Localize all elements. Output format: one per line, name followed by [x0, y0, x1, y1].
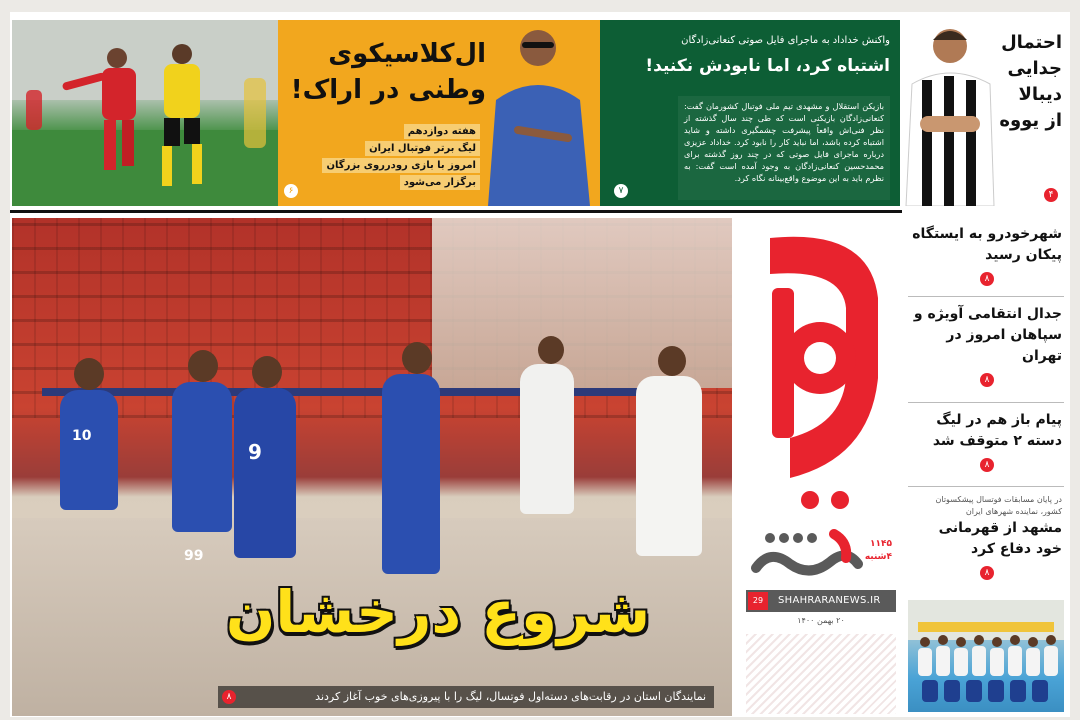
khodadad-page-badge: ۷	[614, 184, 628, 198]
masthead	[736, 218, 898, 716]
khodadad-title: اشتباه کرد، اما نابودش نکنید!	[645, 56, 890, 76]
top-teaser-strip	[10, 20, 1070, 206]
sidebar-page-badge: ۸	[980, 458, 994, 472]
sidebar-item-title: شهرخودرو به ایستگاه پیکان رسید	[912, 226, 1062, 263]
jersey-number: 99	[184, 548, 204, 564]
player-head	[74, 358, 104, 390]
sidebar-team-photo[interactable]	[908, 600, 1064, 712]
el-clasico-title: ال‌کلاسیکوی وطنی در اراک!	[290, 39, 486, 105]
player-head	[252, 356, 282, 388]
khodadad-body: بازیکن استقلال و مشهدی تیم ملی فوتبال کشورمان گفت: کنعانی‌زادگان بازیکنی است که طی چند سال گذشته از نظر فنی‌اش واقعاً پیشرفت چشمگیری داشته و شاید اشتباه کرده باشد، اما نباید کار را نابود کرد. خداداد عزیزی درباره ماجرای فایل صوتی که در چند روز گذشته برای محمدحسین کنعانی‌زادگان به وجود آمده است گفت: به نظرم باید به این موضوع واقع‌بینانه نگاه کرد.	[678, 96, 890, 200]
white-player	[520, 364, 574, 514]
player-head	[402, 342, 432, 374]
main-headline: شروع درخشان	[225, 578, 651, 646]
sidebar-item-title: مشهد از قهرمانی خود دفاع کرد	[938, 520, 1062, 557]
sidebar-item-aviz-sepahan[interactable]	[912, 304, 1062, 387]
sidebar-page-badge: ۸	[980, 272, 994, 286]
player-head	[188, 350, 218, 382]
sidebar-divider	[908, 486, 1064, 487]
date-badge: 29	[748, 592, 768, 610]
khodadad-kicker: واکنش خداداد به ماجرای فایل صوتی کنعانی‌زادگان	[681, 35, 890, 46]
blue-player	[382, 374, 440, 574]
player-head	[658, 346, 686, 376]
el-clasico-line-1: هفته دوازدهم	[404, 124, 480, 139]
el-clasico-line-4: برگزار می‌شود	[400, 175, 480, 190]
teaser-football-photo[interactable]	[12, 20, 278, 206]
sidebar-item-title: پیام باز هم در لیگ دسته ۲ متوقف شد	[932, 412, 1062, 449]
main-futsal-photo[interactable]	[12, 218, 732, 716]
team-group-illustration	[908, 600, 1064, 712]
blue-player	[60, 390, 118, 510]
sidebar-headlines	[902, 210, 1070, 717]
shahrara-logo-icon	[750, 228, 890, 518]
el-clasico-page-badge: ۶	[284, 184, 298, 198]
website-url[interactable]: SHAHRARANEWS.IR	[746, 590, 896, 612]
sidebar-divider	[908, 296, 1064, 297]
el-clasico-line-3: امروز با بازی رودرروی بزرگان	[322, 158, 480, 173]
sidebar-item-title: جدال انتقامی آویژه و سپاهان امروز در تهران	[913, 306, 1062, 364]
issue-number: ۱۱۴۵	[870, 539, 892, 549]
el-clasico-line-2: لیگ برتر فوتبال ایران	[365, 141, 480, 156]
main-caption: نمایندگان استان در رقابت‌های دسته‌اول فوتسال، لیگ را با پیروزی‌های خوب آغاز کردند	[218, 686, 714, 708]
main-page-badge: ۸	[222, 690, 236, 704]
dateline: ۲۰ بهمن ۱۴۰۰	[797, 616, 845, 625]
sidebar-page-badge: ۸	[980, 373, 994, 387]
player-head	[538, 336, 564, 364]
blue-player	[234, 388, 296, 558]
issue-weekday: ۴شنبه	[864, 552, 892, 562]
issue-info	[852, 538, 892, 564]
teaser-khodadad-reaction[interactable]	[600, 20, 900, 206]
teaser-dybala[interactable]	[900, 20, 1070, 206]
sidebar-item-shahrkhodro[interactable]	[912, 224, 1062, 286]
sidebar-divider	[908, 402, 1064, 403]
football-players-illustration	[12, 20, 278, 206]
jersey-number: 10	[72, 428, 92, 444]
shahrara-logo	[750, 228, 890, 518]
sidebar-item-kicker: در پایان مسابقات فوتسال پیشکسوتان کشور، نماینده شهرهای ایران	[935, 495, 1062, 516]
dybala-page-badge: ۴	[1044, 188, 1058, 202]
jersey-number: 9	[248, 440, 262, 464]
dybala-title: احتمال جدایی دیبالا از یووه	[999, 32, 1062, 131]
blue-player	[172, 382, 232, 532]
teaser-el-clasico[interactable]	[278, 20, 600, 206]
newspaper-front-page	[10, 12, 1070, 717]
masthead-pattern	[746, 634, 896, 714]
sidebar-item-payam[interactable]	[912, 410, 1062, 472]
dybala-photo-illustration	[900, 20, 1000, 206]
coach-photo-illustration	[478, 20, 600, 206]
arena-wall	[432, 218, 732, 388]
white-player	[636, 376, 702, 556]
sidebar-item-mashhad[interactable]	[912, 494, 1062, 580]
sidebar-page-badge: ۸	[980, 566, 994, 580]
